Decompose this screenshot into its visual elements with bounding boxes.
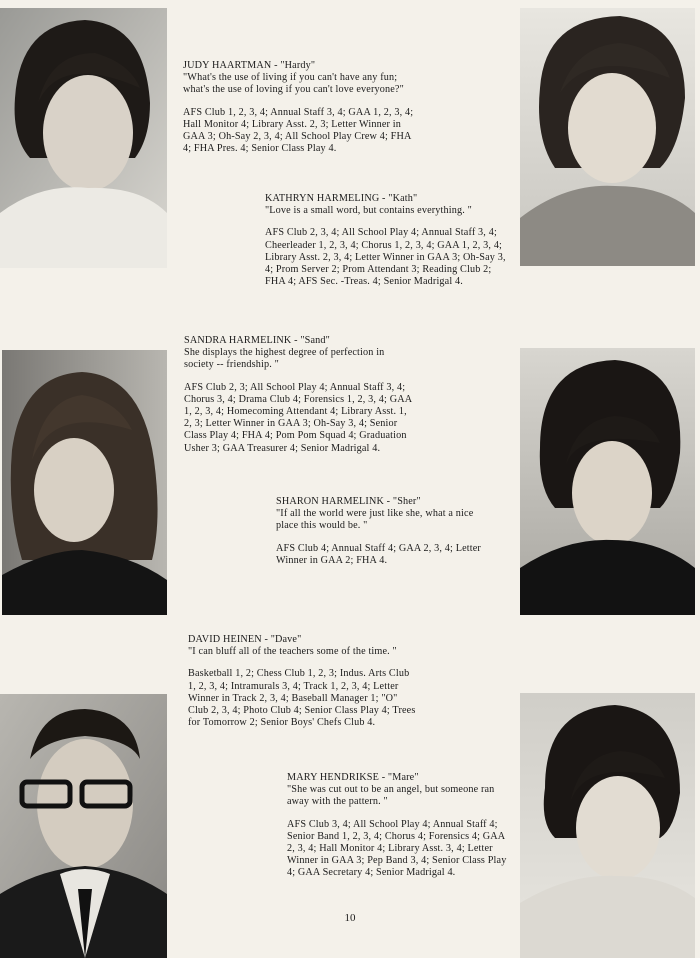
senior-activities: AFS Club 4; Annual Staff 4; GAA 2, 3, 4; Letter Winner in GAA 2; FHA 4. — [276, 542, 481, 566]
senior-name: KATHRYN HARMELING - "Kath" — [265, 193, 418, 204]
bio-judy-haartman — [183, 60, 415, 155]
senior-activities: Basketball 1, 2; Chess Club 1, 2, 3; Indus. Arts Club 1, 2, 3, 4; Intramurals 3, 4; Track 1, 2, 3, 4; Letter Winner in Track 2, 3, 4; Baseball Manager 1; "O" Club 2, 3, 4; Photo Club 4; Senior Class Play 4; Trees for Tomorrow 2; Senior Boys' Chefs Club 4. — [188, 668, 416, 729]
senior-name: JUDY HAARTMAN - "Hardy" — [183, 60, 316, 71]
senior-activities: AFS Club 2, 3, 4; All School Play 4; Annual Staff 3, 4; Cheerleader 1, 2, 3, 4; Chorus 1, 2, 3, 4; GAA 1, 2, 3, 4; Library Asst. 2, 3, 4; Letter Winner in GAA 3; Oh-Say 3, 4; Prom Server 2; Prom Attendant 3; Reading Club 2; FHA 4; AFS Sec. -Treas. 4; Senior Madrigal 4. — [265, 227, 506, 288]
senior-name: DAVID HEINEN - "Dave" — [188, 634, 302, 645]
portrait-sandra-harmelink — [2, 350, 167, 615]
senior-activities: AFS Club 1, 2, 3, 4; Annual Staff 3, 4; GAA 1, 2, 3, 4; Hall Monitor 4; Library Asst. 2, 3; Letter Winner in GAA 3; Oh-Say 2, 3, 4; All School Play Crew 4; FHA 4; FHA Pres. 4; Senior Class Play 4. — [183, 106, 414, 155]
portrait-sharon-harmelink — [520, 348, 695, 615]
senior-name: MARY HENDRIKSE - "Mare" — [287, 772, 419, 783]
senior-quote: "I can bluff all of the teachers some of the time. " — [188, 646, 397, 658]
senior-quote: "If all the world were just like she, what a nice place this would be. " — [276, 508, 474, 532]
senior-quote: "What's the use of living if you can't have any fun; what's the use of loving if you can't love everyone?" — [183, 72, 404, 96]
bio-david-heinen — [188, 634, 418, 729]
bio-sandra-harmelink — [184, 335, 416, 455]
bio-mary-hendrikse — [287, 772, 515, 880]
portrait-kathryn-harmeling — [520, 8, 695, 266]
senior-name: SHARON HARMELINK - "Sher" — [276, 496, 421, 507]
portrait-judy-haartman — [0, 8, 167, 268]
senior-activities: AFS Club 2, 3; All School Play 4; Annual Staff 3, 4; Chorus 3, 4; Drama Club 4; Forensics 1, 2, 3, 4; GAA 1, 2, 3, 4; Homecoming Attendant 4; Library Asst. 1, 2, 3; Letter Winner in GAA 3; Oh-Say 3, 4; Senior Class Play 4; FHA 4; Pom Pom Squad 4; Graduation Usher 3; GAA Treasurer 4; Senior Madrigal 4. — [184, 381, 412, 454]
bio-sharon-harmelink — [276, 496, 494, 567]
senior-activities: AFS Club 3, 4; All School Play 4; Annual Staff 4; Senior Band 1, 2, 3, 4; Chorus 4; Forensics 4; GAA 2, 3, 4; Hall Monitor 4; Library Asst. 3, 4; Letter Winner in GAA 3; Pep Band 3, 4; Senior Class Play 4; GAA Secretary 4; Senior Madrigal 4. — [287, 818, 507, 879]
page-number: 10 — [344, 912, 356, 924]
bio-kathryn-harmeling — [265, 193, 510, 288]
senior-quote: "Love is a small word, but contains everything. " — [265, 205, 472, 217]
senior-name: SANDRA HARMELINK - "Sand" — [184, 335, 330, 346]
senior-quote: "She was cut out to be an angel, but someone ran away with the pattern. " — [287, 784, 495, 808]
senior-quote: She displays the highest degree of perfection in society -- friendship. " — [184, 347, 385, 371]
